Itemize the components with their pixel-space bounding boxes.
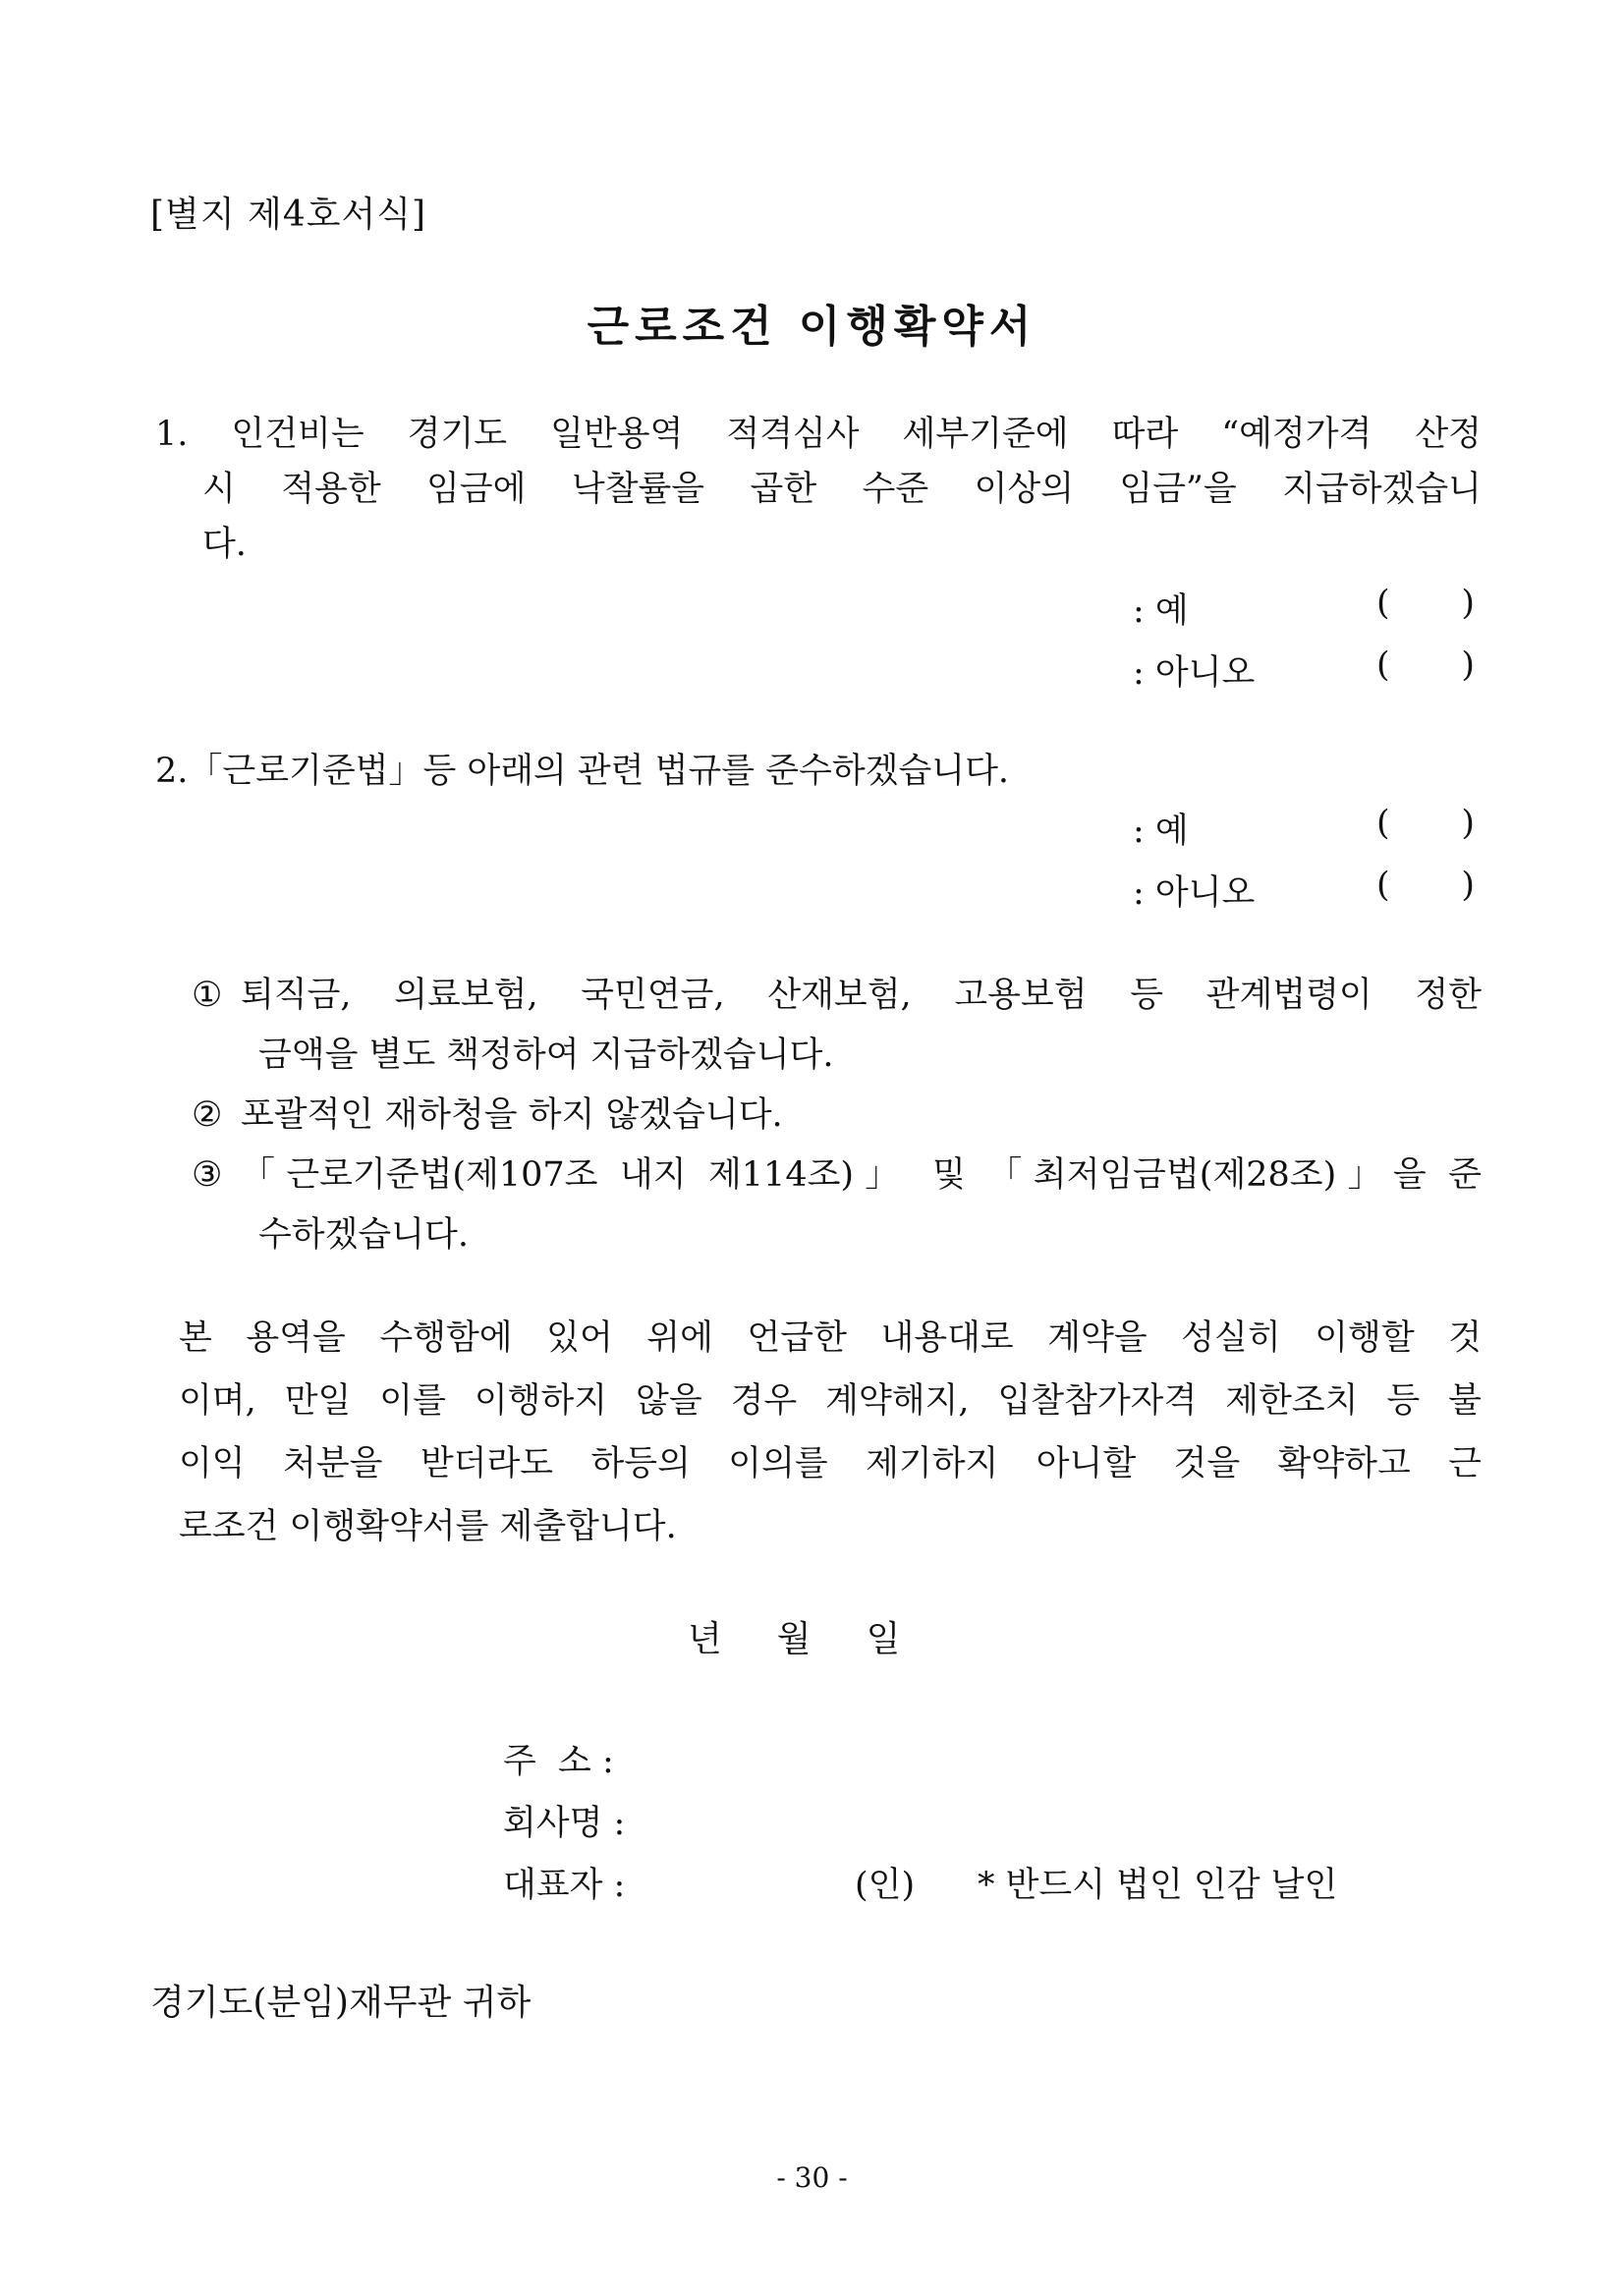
yes-label: : 예: [1133, 812, 1189, 851]
seal-note: * 반드시 법인 인감 날인: [978, 1866, 1338, 1905]
subitem-2: [192, 1086, 1482, 1146]
yes-checkbox[interactable]: [1376, 584, 1475, 623]
address-field-label: 주 소 :: [503, 1742, 614, 1781]
item-1-no-choice[interactable]: [1133, 645, 1486, 695]
no-label: : 아니오: [1133, 873, 1256, 913]
closing-line-4: 로조건 이행확약서를 제출합니다.: [179, 1507, 677, 1546]
form-label: [별지 제4호서식]: [150, 195, 427, 235]
company-field-label: 회사명 :: [503, 1804, 626, 1843]
item-1-line-2: 시 적용한 임금에 낙찰률을 곱한 수준 이상의 임금”을 지급하겠습니: [202, 470, 1482, 509]
subitem-1-line-2: 금액을 별도 책정하여 지급하겠습니다.: [258, 1036, 834, 1075]
item-1: [155, 407, 1482, 572]
paren-open: (: [1376, 804, 1390, 843]
no-checkbox[interactable]: [1376, 645, 1475, 685]
item-1-line-3: 다.: [202, 525, 247, 564]
page-number: - 30 -: [776, 2161, 848, 2194]
paren-open: (: [1376, 645, 1390, 685]
closing-line-3: 이익 처분을 받더라도 하등의 이의를 제기하지 아니할 것을 확약하고 근: [179, 1444, 1482, 1484]
no-label: : 아니오: [1133, 653, 1256, 693]
seal-mark: (인): [855, 1866, 916, 1905]
subitem-marker: ②: [192, 1095, 223, 1135]
paren-close: ): [1461, 645, 1475, 685]
subitem-1-line-1: 퇴직금, 의료보험, 국민연금, 산재보험, 고용보험 등 관계법령이 정한: [241, 976, 1482, 1015]
paren-open: (: [1376, 866, 1390, 905]
subitem-1: [192, 966, 1482, 1086]
subitem-3-line-2: 수하겠습니다.: [258, 1215, 469, 1255]
date-line: [688, 1611, 900, 1661]
date-month: 월: [776, 1619, 812, 1659]
subitem-3-line-1: 「근로기준법(제107조 내지 제114조)」 및 「최저임금법(제28조)」을 준: [241, 1155, 1482, 1195]
representative-field-label: 대표자 :: [503, 1866, 626, 1905]
date-day: 일: [866, 1619, 901, 1659]
subitem-marker: ①: [192, 976, 223, 1015]
closing-line-2: 이며, 만일 이를 이행하지 않을 경우 계약해지, 입찰참가자격 제한조치 등 불: [179, 1381, 1482, 1421]
paren-close: ): [1461, 584, 1475, 623]
item-2-line-1: 2.「근로기준법」등 아래의 관련 법규를 준수하겠습니다.: [155, 752, 1010, 791]
item-2: [155, 744, 1482, 799]
item-2-no-choice[interactable]: [1133, 866, 1486, 915]
paren-close: ): [1461, 804, 1475, 843]
document-title: 근로조건 이행확약서: [587, 302, 1037, 352]
yes-label: : 예: [1133, 591, 1189, 631]
subitem-list: [192, 966, 1482, 1265]
date-year: 년: [688, 1619, 722, 1659]
item-1-yes-choice[interactable]: [1133, 584, 1486, 633]
subitem-marker: ③: [192, 1155, 223, 1195]
no-checkbox[interactable]: [1376, 866, 1475, 905]
yes-checkbox[interactable]: [1376, 804, 1475, 843]
closing-line-1: 본 용역을 수행함에 있어 위에 언급한 내용대로 계약을 성실히 이행할 것: [179, 1318, 1482, 1358]
paren-open: (: [1376, 584, 1390, 623]
recipient: 경기도(분임)재무관 귀하: [150, 1983, 532, 2023]
item-1-line-1: 1. 인건비는 경기도 일반용역 적격심사 세부기준에 따라 “예정가격 산정: [155, 415, 1482, 454]
subitem-2-line-1: 포괄적인 재하청을 하지 않겠습니다.: [241, 1095, 783, 1135]
paren-close: ): [1461, 866, 1475, 905]
item-2-yes-choice[interactable]: [1133, 804, 1486, 853]
closing-paragraph: [179, 1307, 1482, 1558]
subitem-3: [192, 1146, 1482, 1265]
